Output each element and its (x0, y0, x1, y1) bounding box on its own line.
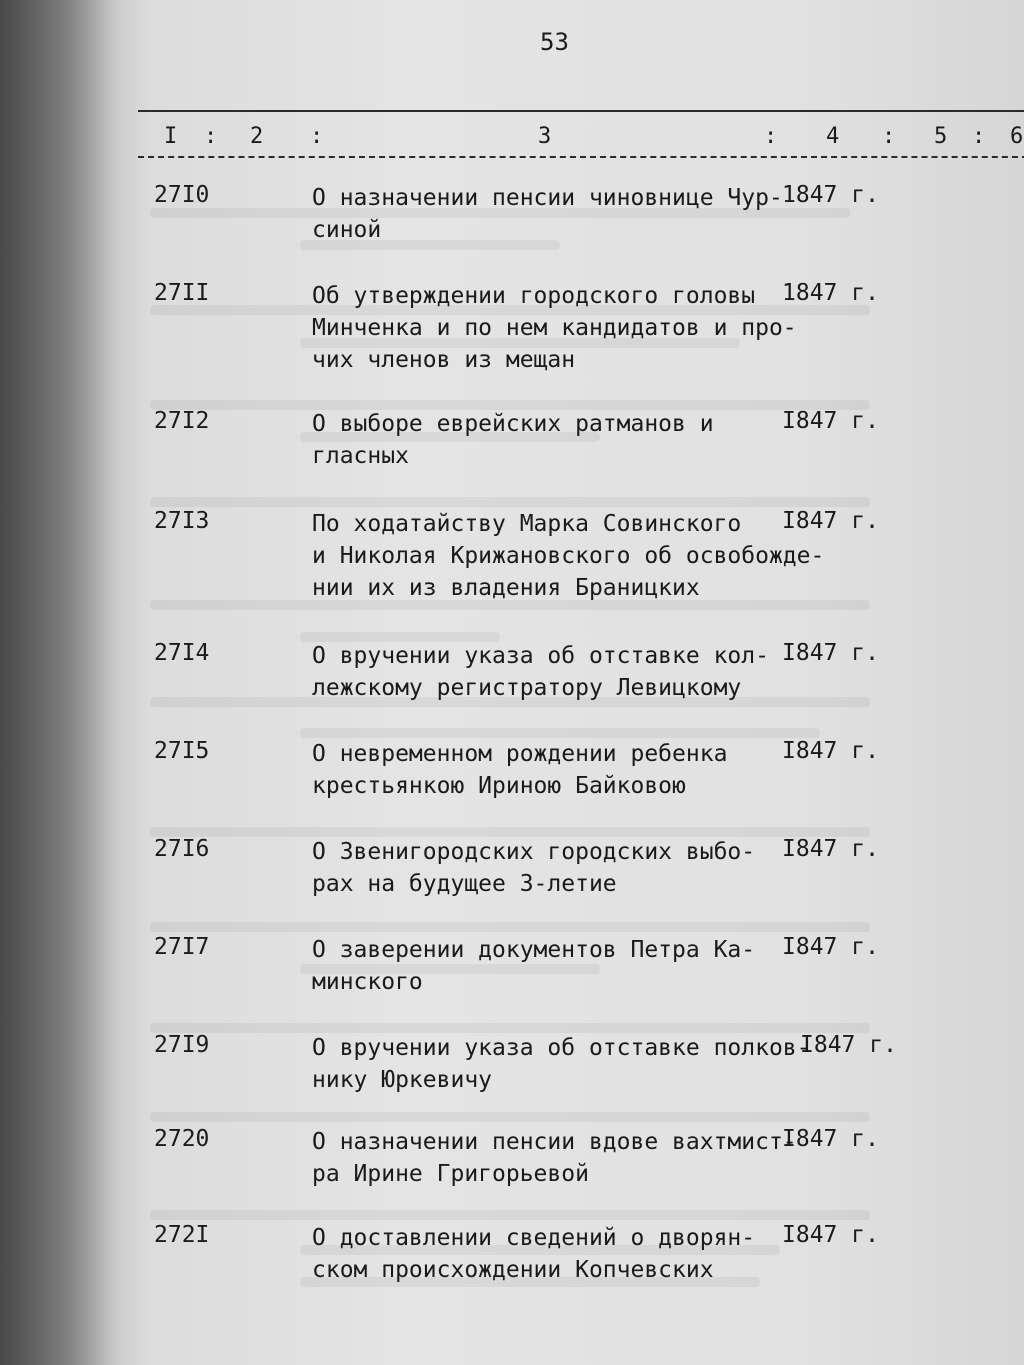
entry-year: 1847 г. (782, 280, 879, 306)
entry-title-line: рах на будущее 3-летие (312, 871, 617, 897)
entry-number: 27I9 (154, 1032, 210, 1058)
entry-title-line: чих членов из мещан (312, 347, 576, 373)
entry-title (312, 182, 783, 246)
entry-title-line: О вручении указа об отставке полков- (312, 1035, 811, 1061)
entry-title-line: гласных (312, 443, 409, 469)
header-separator: : (764, 124, 778, 149)
entry-title-line: крестьянкою Ириною Байковою (312, 773, 686, 799)
entry-number: 27I2 (154, 408, 210, 434)
entry-title-line: нику Юркевичу (312, 1067, 493, 1093)
entry-title-line: нии их из владения Браницких (312, 575, 700, 601)
entry-title-line: Об утверждении городского головы (312, 283, 756, 309)
entry-number: 27I6 (154, 836, 210, 862)
entry-number: 2720 (154, 1126, 210, 1152)
entry-title (312, 1126, 797, 1190)
entry-title (312, 408, 780, 472)
entry-number: 272I (154, 1222, 210, 1248)
document-page (100, 0, 1024, 1365)
entry-title-line: О невременном рождении ребенка (312, 741, 728, 767)
entry-year: I847 г. (782, 508, 879, 534)
header-bottom-rule (138, 156, 1024, 158)
entry-title-line: По ходатайству Марка Совинского (312, 511, 742, 537)
header-top-rule (138, 110, 1024, 112)
entry-year: I847 г. (782, 1222, 879, 1248)
entry-title-line: ра Ирине Григорьевой (312, 1161, 589, 1187)
entry-title-line: О вручении указа об отставке кол- (312, 643, 769, 669)
header-separator: : (204, 124, 218, 149)
header-col-2: 2 (250, 124, 264, 149)
header-col-4: 4 (826, 124, 840, 149)
entry-number: 27I0 (154, 182, 210, 208)
entry-year: I847 г. (782, 738, 879, 764)
entry-title-line: ском происхождении Копчевских (312, 1257, 714, 1283)
entry-title-line: О заверении документов Петра Ка- (312, 937, 756, 963)
entry-number: 27II (154, 280, 210, 306)
entry-title-line: лежскому регистратору Левицкому (312, 675, 742, 701)
entry-title (312, 934, 780, 998)
entry-year: I847 г. (782, 408, 879, 434)
entry-title-line: минского (312, 969, 423, 995)
entry-year: I847 г. (782, 934, 879, 960)
header-separator: : (972, 124, 986, 149)
entry-title (312, 508, 825, 604)
header-col-3: 3 (538, 124, 552, 149)
entry-title-line: Минченка и по нем кандидатов и про- (312, 315, 797, 341)
entry-title (312, 738, 780, 802)
header-col-5: 5 (934, 124, 948, 149)
entry-title (312, 836, 780, 900)
entry-title-line: О выборе еврейских ратманов и (312, 411, 714, 437)
entry-title-line: О назначении пенсии чиновнице Чур- (312, 185, 783, 211)
entry-title-line: О назначении пенсии вдове вахтмист- (312, 1129, 797, 1155)
entry-title (312, 640, 780, 704)
entry-title (312, 1032, 811, 1096)
page-number: 53 (540, 28, 569, 56)
header-separator: : (882, 124, 896, 149)
entry-title-line: О доставлении сведений о дворян- (312, 1225, 756, 1251)
header-col-1: I (164, 124, 178, 149)
entry-year: 1847 г. (782, 182, 879, 208)
entry-year: I847 г. (800, 1032, 897, 1058)
header-separator: : (310, 124, 324, 149)
entry-year: I847 г. (782, 640, 879, 666)
entry-title (312, 280, 797, 376)
entry-title-line: синой (312, 217, 382, 243)
entry-number: 27I5 (154, 738, 210, 764)
entry-title-line: О Звенигородских городских выбо- (312, 839, 756, 865)
entry-number: 27I3 (154, 508, 210, 534)
entry-title-line: и Николая Крижановского об освобожде- (312, 543, 825, 569)
entry-number: 27I4 (154, 640, 210, 666)
entry-title (312, 1222, 780, 1286)
header-col-6: 6 (1010, 124, 1024, 149)
entry-year: I847 г. (782, 1126, 879, 1152)
entry-number: 27I7 (154, 934, 210, 960)
entry-year: I847 г. (782, 836, 879, 862)
